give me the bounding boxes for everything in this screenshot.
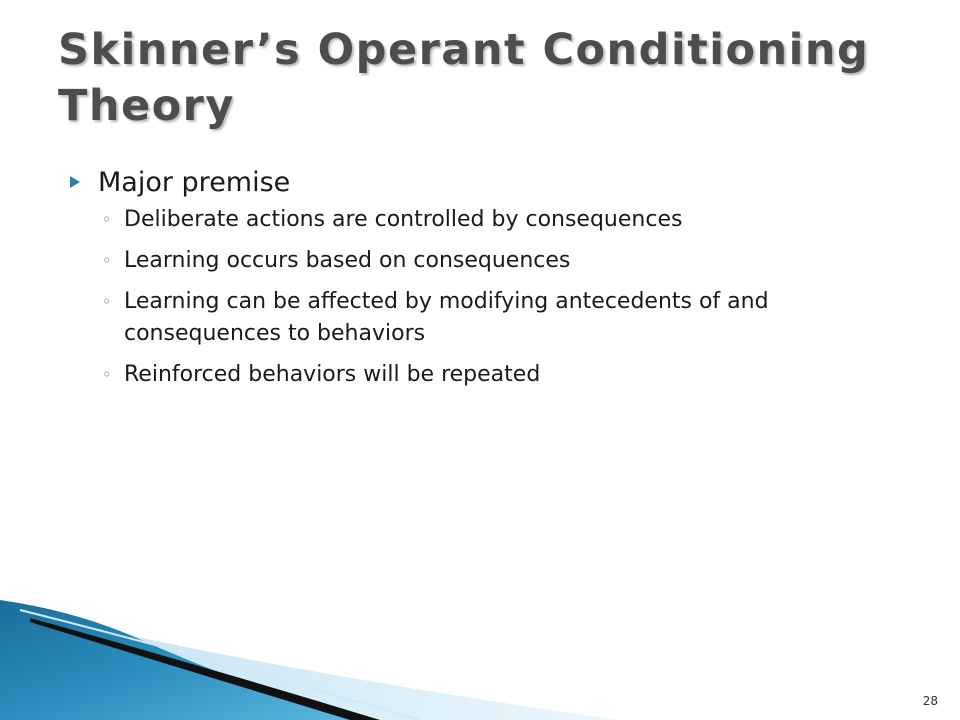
sub-bullet-text: Learning can be affected by modifying antecedents of and consequences to behaviors [124,289,769,346]
circle-bullet-icon: ◦ [102,292,112,311]
sub-bullet-list [68,204,898,391]
page-number: 28 [922,694,938,708]
sub-bullet-item [102,359,898,391]
circle-bullet-icon: ◦ [102,365,112,384]
sub-bullet-text: Reinforced behaviors will be repeated [124,362,541,387]
sub-bullet-item [102,204,898,236]
sub-bullet-text: Deliberate actions are controlled by consequences [124,207,683,232]
circle-bullet-icon: ◦ [102,251,112,270]
level1-label: Major premise [98,166,291,198]
slide-title: Skinner’s Operant Conditioning Theory [58,25,870,131]
level1-bullet-item [68,160,898,204]
circle-bullet-icon: ◦ [102,210,112,229]
sub-bullet-item [102,245,898,277]
decorative-swoosh [0,580,620,720]
sub-bullet-text: Learning occurs based on consequences [124,248,571,273]
sub-bullet-item [102,286,898,350]
triangle-arrow-icon [68,174,98,190]
slide-content [68,160,898,391]
